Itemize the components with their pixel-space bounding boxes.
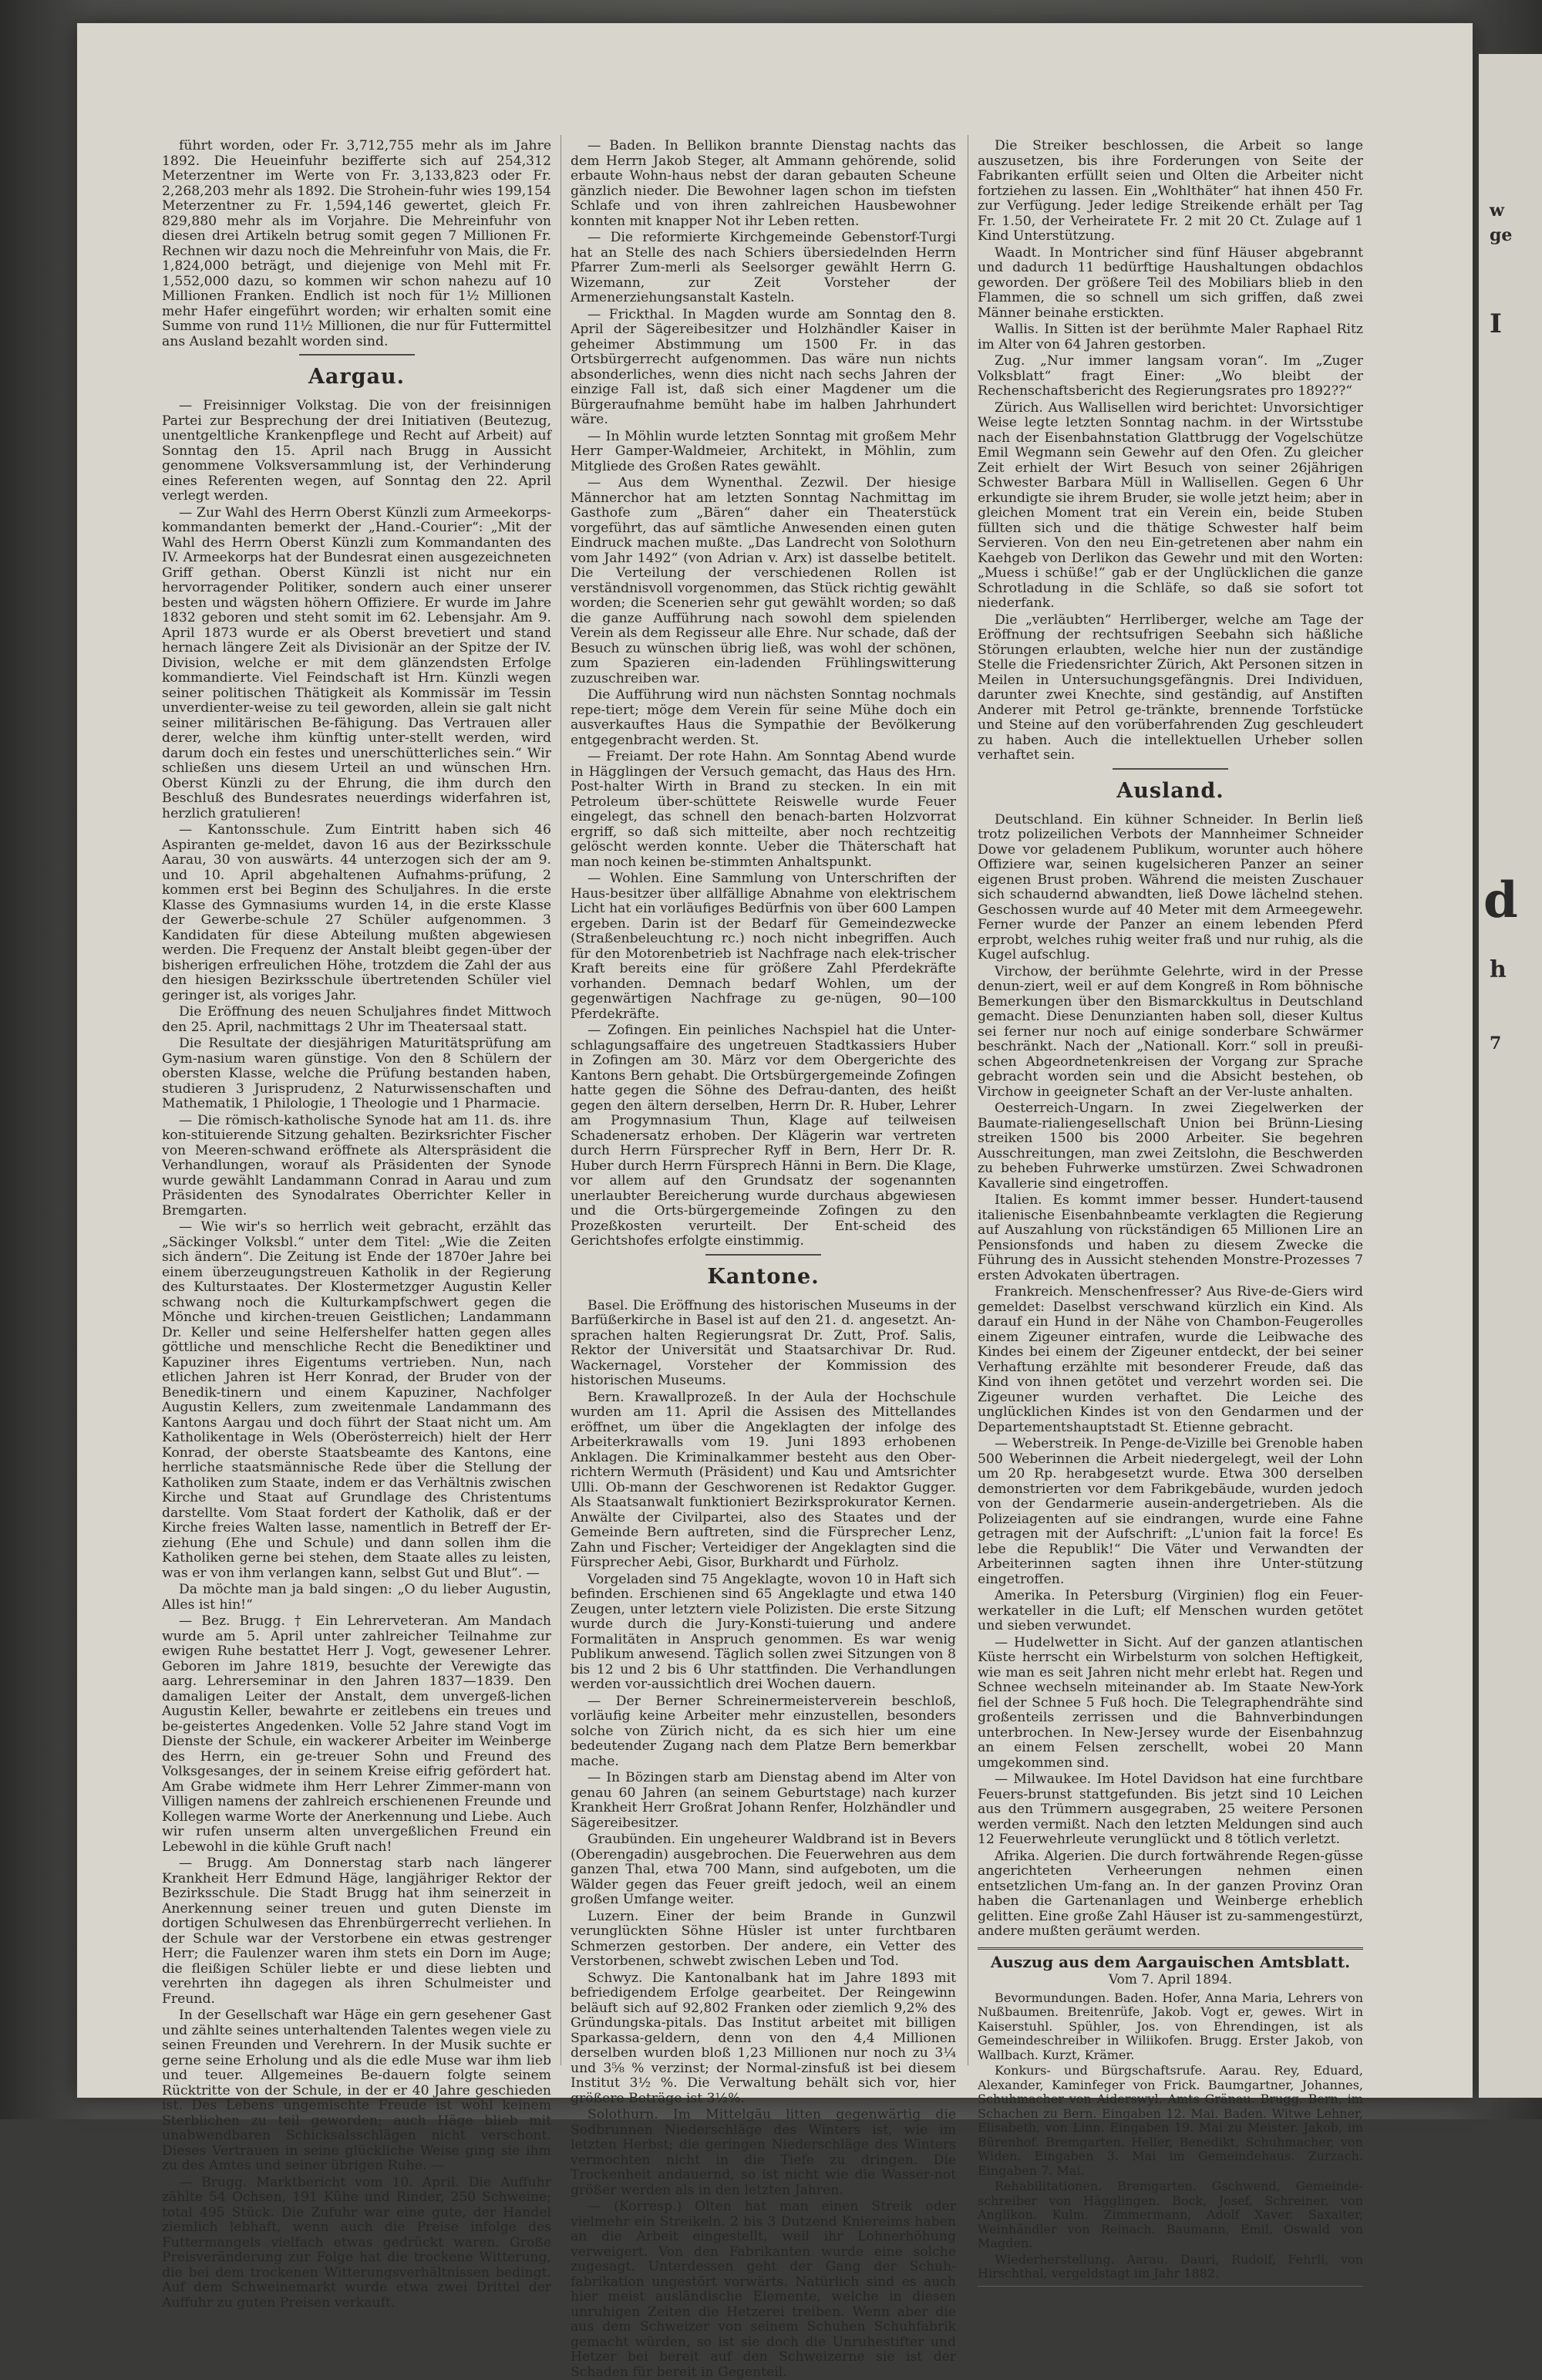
article-paragraph: Die Aufführung wird nun nächsten Sonntag nochmals repe-tiert; möge dem Verein für seine Mühe doch ein ausverkauftes Haus die Sympathie der Bevölkerung entgegenbracht werden. St. xyxy=(571,687,956,748)
article-paragraph: — Zofingen. Ein peinliches Nachspiel hat die Unter-schlagungsaffaire des ungetreuen Stadtkassiers Huber in Zofingen am 30. März vor dem Obergerichte des Kantons Bern gehabt. Die Ortsbürgergemeinde Zofingen hatte gegen die Söhne des Defrau-danten, des heißt gegen den ältern derselben, Herrn Dr. R. Huber, Lehrer am Progymnasium Thun, Klage auf teilweisen Schadenersatz erhoben. Der Klägerin war vertreten durch Herrn Fürsprecher Ryff in Bern, Herr Dr. R. Huber durch Herrn Fürsprech Hänni in Bern. Die Klage, vor allem auf den Grundsatz der sogenannten unerlaubter Bereicherung wurde durchaus abgewiesen und die Orts-bürgergemeinde Zofingen zu den Prozeßkosten verurteilt. Der Ent-scheid des Gerichtshofes erfolgte einstimmig. xyxy=(571,1023,956,1249)
article-paragraph: — Wie wir's so herrlich weit gebracht, erzählt das „Säckinger Volksbl.“ unter dem Titel: „Wie die Zeiten sich ändern“. Die Zeitung ist Ende der 1870er Jahre bei einem überzeugungstreuen Katholik in der Regierung des Kulturstaates. Der Klostermetzger Augustin Keller schwang noch die Kulturkampfschwert gegen die Mönche und kirchen-treuen Geistlichen; Landammann Dr. Keller und seine Helfershelfer hatten gegen alles göttliche und menschliche Recht die Benediktiner und Kapuziner ihres Eigentums vertrieben. Nun, nach etlichen Jahren ist Herr Konrad, der Bruder von der Benedik-tinern und einem Kapuziner, Nachfolger Augustin Kellers, zum zweitenmale Landammann des Kantons Aargau und doch führt der Staat nicht um. Am Katholikentage in Wels (Oberösterreich) hielt der Herr Konrad, der oberste Staatsbeamte des Kantons, eine herrliche staatsmännische Rede über die Stellung der Katholiken zum Staate, indem er das Verhältnis zwischen Kirche und Staat auf Grundlage des Christentums darstellte. Vom Staat fordert der Katholik, daß er der Kirche freies Walten lasse, namentlich in Betreff der Er-ziehung (Ehe und Schule) und dann sollen ihm die Katholiken gerne bei stehen, dem Staate alles zu leisten, was er von ihm verlangen kann, selbst Gut und Blut“. — xyxy=(162,1219,551,1581)
article-paragraph: Wallis. In Sitten ist der berühmte Maler Raphael Ritz im Alter von 64 Jahren gestorben. xyxy=(978,322,1363,352)
article-paragraph: — Aus dem Wynenthal. Zezwil. Der hiesige Männerchor hat am letzten Sonntag Nachmittag im Gasthofe zum „Bären“ daher ein Theaterstück vorgeführt, das auf sämtliche Anwesenden einen guten Eindruck machen mußte. „Das Landrecht von Solothurn vom Jahr 1492“ (von Adrian v. Arx) ist dasselbe betitelt. Die Verteilung der verschiedenen Rollen ist verständnisvoll vorgenommen, das Stück richtig gewählt worden; die Scenerien sehr gut gewählt worden; so daß die ganze Aufführung nach sowohl dem spielenden Verein als dem Regisseur alle Ehre. Nur schade, daß der Besuch zu wünschen übrig ließ, was wohl der schönen, zum Spazieren ein-ladenden Frühlingswitterung zuzuschreiben war. xyxy=(571,475,956,686)
article-paragraph: Afrika. Algerien. Die durch fortwährende Regen-güsse angerichteten Verheerungen nehmen einen entsetzlichen Um-fang an. In der ganzen Provinz Oran haben die Gartenanlagen und Weinberge erheblich gelitten. Eine große Zahl Häuser ist zu-sammengestürzt, andere mußten geräumt werden. xyxy=(978,1848,1363,1939)
article-paragraph: Vorgeladen sind 75 Angeklagte, wovon 10 in Haft sich befinden. Erschienen sind 65 Angeklagte und etwa 140 Zeugen, unter letztern viele Polizisten. Die erste Sitzung wurde durch die Jury-Konsti-tuierung und andere Formalitäten in Anspruch genommen. Es war wenig Publikum anwesend. Täglich sollen zwei Sitzungen von 8 bis 12 und 2 bis 6 Uhr stattfinden. Die Verhandlungen werden vor-aussichtlich drei Wochen dauern. xyxy=(571,1571,956,1692)
article-paragraph: Deutschland. Ein kühner Schneider. In Berlin ließ trotz polizeilichen Verbots der Mannheimer Schneider Dowe vor geladenem Publikum, worunter auch höhere Offiziere war, seinen kugelsicheren Panzer an seiner eigenen Brust proben. Während die meisten Zuschauer sich schaudernd abwandten, ließ Dowe lächelnd stehen. Geschossen wurde auf 40 Meter mit dem Armeegewehr. Ferner wurde der Panzer an einem lebenden Pferd erprobt, welches ruhig weiter fraß und nur ruhig, als die Kugel aufschlug. xyxy=(978,811,1363,962)
article-paragraph: — In Bözingen starb am Dienstag abend im Alter von genau 60 Jahren (an seinem Geburtstage) nach kurzer Krankheit Herr Großrat Johann Renfer, Holzhändler und Sägereibesitzer. xyxy=(571,1770,956,1831)
article-paragraph: Solothurn. Im Mittelgäu litten gegenwärtig die Sodbrunnen Niederschläge des Winters ist, wie im letzten Herbst; die geringen Niederschläge des Winters vermochten nicht in die Tiefe zu dringen. Die Trockenheit andauernd, so ist nicht wie die Wasser-not größer werden als in den letzten Jahren. xyxy=(571,2107,956,2198)
article-paragraph: Zürich. Aus Wallisellen wird berichtet: Unvorsichtiger Weise legte letzten Sonntag nachm. in der Wirtsstube nach der Eisenbahnstation Glattbrugg der Vogelschütze Emil Wegmann sein Gewehr auf den Ofen. Zu gleicher Zeit erhielt der Wirt Besuch von seiner 26jährigen Schwester Barbara Müll in Wallisellen. Gegen 6 Uhr erkundigte sie ihrem Bruder, sie wolle jetzt heim; aber in gleichen Moment trat ein Verein ein, beide Stuben füllten sich und die thätige Schwester half beim Servieren. Von den neu Ein-getretenen aber nahm ein Kaehgeb von Derlikon das Gewehr und mit den Worten: „Muess i schüße!“ gab er der Unglücklichen die ganze Schrotladung in die Schläfe, so daß sie sofort tot niederfank. xyxy=(978,399,1363,611)
article-paragraph: — In Möhlin wurde letzten Sonntag mit großem Mehr Herr Gamper-Waldmeier, Architekt, in Möhlin, zum Mitgliede des Großen Rates gewählt. xyxy=(571,428,956,474)
amtsblatt-box xyxy=(978,1947,1363,2287)
edge-fragment-5: h xyxy=(1490,956,1507,983)
article-paragraph: — Kantonsschule. Zum Eintritt haben sich 46 Aspiranten ge-meldet, davon 16 aus der Bezirksschule Aarau, 30 von auswärts. 44 unterzogen sich der am 9. und 10. April abgehaltenen Aufnahms-prüfung, 2 kommen erst bei Beginn des Schuljahres. In die erste Klasse des Gymnasiums wurden 14, in die erste Klasse der Gewerbe-schule 27 Schüler aufgenommen. 3 Kandidaten für diese Abteilung mußten abgewiesen werden. Die Frequenz der Anstalt bleibt gegen-über der bisherigen erfreulichen Höhe, trotzdem die Zahl der aus den hiesigen Bezirksschule übertretenden Schüler viel geringer ist, als voriges Jahr. xyxy=(162,822,551,1003)
article-paragraph: — Frickthal. In Magden wurde am Sonntag den 8. April der Sägereibesitzer und Holzhändler Kaiser in geheimer Abstimmung um 1500 Fr. in das Ortsbürgerrecht aufgenommen. Das wäre nun nichts absonderliches, wenn dies nicht nach sechs Jahren der einzige Fall ist, daß sich einer Magdener um die Bürgeraufnahme bemüht habe im halben Jahrhundert wäre. xyxy=(571,306,956,427)
article-paragraph: — Der Berner Schreinermeisterverein beschloß, vorläufig keine Arbeiter mehr einzustellen, besonders solche von Zürich nicht, da es sich hier um eine bedeutender Zugang nach dem Platze Bern bemerkbar mache. xyxy=(571,1693,956,1769)
section-divider xyxy=(299,354,415,356)
amtsblatt-entries xyxy=(978,1991,1363,2281)
article-paragraph: führt worden, oder Fr. 3,712,755 mehr als im Jahre 1892. Die Heueinfuhr bezifferte sich auf 254,312 Meterzentner im Werte von Fr. 3,133,823 oder Fr. 2,268,203 mehr als 1892. Die Strohein-fuhr wies 199,154 Meterzentner zu Fr. 1,594,146 gewertet, gleich Fr. 829,880 mehr als im Vorjahre. Die Mehreinfuhr von diesen drei Artikeln betrug somit gegen 7 Millionen Fr. Rechnen wir dazu noch die Mehreinfuhr von Mais, die Fr. 1,824,000 beträgt, und diejenige von Mehl mit Fr. 1,552,000 dazu, so kommen wir schon nahezu auf 10 Millionen Franken. Endlich ist noch für 1½ Millionen mehr Hafer eingeführt worden; wir erhalten somit eine Summe von rund 11½ Millionen, die nur für Futtermittel ans Ausland bezahlt worden sind. xyxy=(162,138,551,349)
column-middle xyxy=(571,138,956,2380)
column-right-articles xyxy=(978,139,1363,1940)
section-heading: Ausland. xyxy=(1116,778,1224,803)
article-paragraph: Graubünden. Ein ungeheurer Waldbrand ist in Bevers (Oberengadin) ausgebrochen. Die Feuerwehren aus dem ganzen Thal, etwa 700 Mann, sind aufgeboten, um die Wälder gegen das Feuer greift jedoch, weil an einem großen Umfange weiter. xyxy=(571,1832,956,1907)
article-paragraph: Die Eröffnung des neuen Schuljahres findet Mittwoch den 25. April, nachmittags 2 Uhr im Theatersaal statt. xyxy=(162,1004,551,1035)
amtsblatt-date: Vom 7. April 1894. xyxy=(1108,1971,1233,1987)
article-paragraph: — Zur Wahl des Herrn Oberst Künzli zum Armeekorps-kommandanten bemerkt der „Hand.-Courier“: „Mit der Wahl des Herrn Oberst Künzli zum Kommandanten des IV. Armeekorps hat der Bundesrat einen ausgezeichneten Griff gethan. Oberst Künzli ist nicht nur ein hervorragender Politiker, sondern auch einer unserer besten und wägsten höhern Offiziere. Er wurde im Jahre 1832 geboren und steht somit im 62. Lebensjahr. Am 9. April 1873 wurde er als Oberst brevetiert und stand hernach längere Zeit als Divisionär an der Spitze der IV. Division, welche er mit dem glänzendsten Erfolge kommandierte. Viel Feindschaft ist Hrn. Künzli wegen seiner politischen Thätigkeit als Kommissär im Tessin unverdienter-weise zu teil geworden, allein sie galt nicht seiner militärischen Be-fähigung. Das Vertrauen aller derer, welche ihm künftig unter-stellt werden, wird darum doch ein festes und unerschütterliches sein.“ Wir schließen uns diesem Urteil an und wünschen Hrn. Oberst Künzli zu der Ehrung, die ihm durch den Beschluß des Bundesrates neuerdings widerfahren ist, herzlich gratulieren! xyxy=(162,504,551,821)
section-heading: Aargau. xyxy=(308,365,406,389)
article-paragraph: In der Gesellschaft war Häge ein gern gesehener Gast und zählte seines unterhaltenden Talentes wegen viele zu seinen Freunden und Verehrern. In der Musik suchte er gerne seine Erholung und als die edle Muse war ihm lieb und teuer. Allgemeines Be-dauern folgte seinem Rücktritte von der Schule, in der er 40 Jahre geschieden ist. Des Lebens ungemischte Freude ist wohl keinem Sterblichen zu teil geworden; auch Häge blieb mit unabwendbaren Schicksalsschlägen nicht verschont. Dieses Vertrauen in seine glückliche Weise ging sie ihm zu des Amtes und seiner übrigen Ruhe. — xyxy=(162,2007,551,2173)
edge-fragment-3: I xyxy=(1490,308,1502,339)
article-paragraph: — Milwaukee. Im Hotel Davidson hat eine furchtbare Feuers-brunst stattgefunden. Bis jetzt sind 10 Leichen aus den Trümmern ausgegraben, 25 weitere Personen werden vermißt. Nach den letzten Meldungen sind auch 12 Feuerwehrleute verunglückt und 8 tötlich verletzt. xyxy=(978,1772,1363,1847)
article-paragraph: Basel. Die Eröffnung des historischen Museums in der Barfüßerkirche in Basel ist auf den 21. d. angesetzt. An-sprachen halten Regierungsrat Dr. Zutt, Prof. Salis, Rektor der Universität und Staatsarchivar Dr. Rud. Wackernagel, Vorsteher der Kommission des historischen Museums. xyxy=(571,1297,956,1388)
article-paragraph: — Brugg. Am Donnerstag starb nach längerer Krankheit Herr Edmund Häge, langjähriger Rektor der Bezirksschule. Die Stadt Brugg hat ihm seinerzeit in Anerkennung seiner treuen und guten Dienste im dortigen Schulwesen das Ehrenbürgerrecht verliehen. In der Schule war der Verstorbene ein etwas gestrenger Herr; die Faulenzer waren ihm stets ein Dorn im Auge; die fleißigen Schüler liebte er und diese liebten und verehrten ihn dagegen als ihren Schulmeister und Freund. xyxy=(162,1856,551,2007)
article-paragraph: — Weberstreik. In Penge-de-Vizille bei Grenoble haben 500 Weberinnen die Arbeit niedergelegt, weil der Lohn um 20 Rp. herabgesetzt wurde. Etwa 300 derselben demonstrierten vor dem Fabrikgebäude, wurden jedoch von der Gendarmerie ausein-andergetrieben. Als die Polizeiagenten auf sie eindrangen, wurde eine Fahne getragen mit der Aufschrift: „L'union fait la force! Es lebe die Republik!“ Die Väter und Verwandten der Arbeiterinnen sagten ihnen ihre Unter-stützung eingetroffen. xyxy=(978,1436,1363,1587)
amtsblatt-entry: Bevormundungen. Baden. Hofer, Anna Maria, Lehrers von Nußbaumen. Breitenrüfe, Jakob. Vogt er, gewes. Wirt in Kaiserstuhl. Spühler, Jos. von Ehrendingen, ist als Gemeindeschreiber in Wiliikofen. Brugg. Erster Jakob, von Wallbach. Kurzt, Krämer. xyxy=(978,1990,1363,2062)
article-paragraph: — Wohlen. Eine Sammlung von Unterschriften der Haus-besitzer über allfällige Abnahme von elektrischem Licht hat ein vorläufiges Bedürfnis von über 600 Lampen ergeben. Darin ist der Bedarf für Gemeindezwecke (Straßenbeleuchtung rc.) noch nicht inbegriffen. Auch für den Motorenbetrieb ist Nachfrage nach elek-trischer Kraft bereits eine für größere Zahl Pferdekräfte vorhanden. Demnach bedarf Wohlen, um der gegenwärtigen Nachfrage zu ge-nügen, 90—100 Pferdekräfte. xyxy=(571,871,956,1022)
edge-fragment-1: w xyxy=(1490,201,1504,221)
adjacent-page-edge xyxy=(1479,54,1542,2098)
article-paragraph: Luzern. Einer der beim Brande in Gunzwil verunglückten Söhne Hüsler ist unter furchtbaren Schmerzen gestorben. Der andere, ein Vetter des Verstorbenen, schwebt zwischen Leben und Tod. xyxy=(571,1908,956,1969)
amtsblatt-title: Auszug aus dem Aargauischen Amtsblatt. xyxy=(990,1952,1351,1971)
article-paragraph: Bern. Krawallprozeß. In der Aula der Hochschule wurden am 11. April die Assisen des Mittellandes eröffnet, um über die Angeklagten der infolge des Arbeiterkrawalls vom 19. Juni 1893 erhobenen Anklagen. Die Kriminalkammer besteht aus den Ober-richtern Wermuth (Präsident) und Kau und Amtsrichter Ulli. Ob-mann der Geschworenen ist Redaktor Gugger. Als Staatsanwalt funktioniert Bezirksprokurator Kernen. Anwälte der Civilpartei, also des Staates und der Gemeinde Bern auftreten, sind die Fürsprecher Lenz, Zahn und Fischer; Verteidiger der Angeklagten sind die Fürsprecher Aebi, Gisor, Burkhardt und Fürholz. xyxy=(571,1389,956,1570)
article-paragraph: Zug. „Nur immer langsam voran“. Im „Zuger Volksblatt“ fragt Einer: „Wo bleibt der Rechenschaftsbericht des Regierungsrates pro 1892??“ xyxy=(978,353,1363,399)
column-left xyxy=(162,138,551,2311)
article-paragraph: Schwyz. Die Kantonalbank hat im Jahre 1893 mit befriedigendem Erfolge gearbeitet. Der Reingewinn beläuft sich auf 92,802 Franken oder ziemlich 9,2% des Gründungska-pitals. Das Institut arbeitet mit billigen Sparkassa-geldern, denn von den 4,4 Millionen derselben wurden bloß 1,23 Millionen nur noch zu 3¼ und 3⅝ % verzinst; der Normal-zinsfuß ist bei diesem Institut 3½ %. Die Verwaltung behält sich vor, hier größere Beträge ist 3½%. xyxy=(571,1970,956,2106)
article-paragraph: — Die reformierte Kirchgemeinde Gebenstorf-Turgi hat an Stelle des nach Schiers übersiedelnden Herrn Pfarrer Zum-merli als Seelsorger gewählt Herrn G. Wizemann, zur Zeit Vorsteher der Armenerziehungsanstalt Kasteln. xyxy=(571,230,956,305)
article-paragraph: — Baden. In Bellikon brannte Dienstag nachts das dem Herrn Jakob Steger, alt Ammann gehörende, solid erbaute Wohn-haus nebst der daran gebauten Scheune gänzlich nieder. Die Bewohner lagen schon im tiefsten Schlafe und von ihren zahlreichen Hausbewohner konnten mit knapper Not ihr Leben retten. xyxy=(571,138,956,229)
article-paragraph: Frankreich. Menschenfresser? Aus Rive-de-Giers wird gemeldet: Daselbst verschwand kürzlich ein Kind. Als darauf ein Hund in der Nähe von Chambon-Feugerolles einem Zigeuner eintrafen, wurde die Leibwache des Kindes bei einem der Zigeuner entdeckt, der bei seiner Verhaftung erzählte mit besonderer Freude, daß das Kind von ihnen getötet und verzehrt worden sei. Die Zigeuner wurden verhaftet. Die Leiche des unglücklichen Kindes ist von den Gendarmen und der Departementshauptstadt St. Etienne gebracht. xyxy=(978,1284,1363,1435)
column-right xyxy=(978,138,1363,2281)
section-heading: Kantone. xyxy=(707,1264,820,1289)
amtsblatt-entry: Konkurs- und Bürgschaftsrufe. Aarau. Rey, Eduard, Alexander, Kaminfeger von Frick. Baumgartner, Johannes, Schuhmacher von Aiderswyl. Amts Gränau. Brugg. Bern, im Schachen zu Bern. Eingaben 12. Mai. Baden. Witwe Lehner, Elisabeth, von Linn. Eingaben 19. Mai zu Meister. Jakob, im Bürenhof. Bremgarten. Heller, Benedikt, Schuhmacher, von Widen. Eingaben 3. Mai im Gemeindehaus. Zurzach. Eingaben 7. Mai. xyxy=(978,2063,1363,2178)
article-paragraph: Da möchte man ja bald singen: „O du lieber Augustin, Alles ist hin!“ xyxy=(162,1582,551,1613)
article-paragraph: Italien. Es kommt immer besser. Hundert-tausend italienische Eisenbahnbeamte verklagten die Regierung auf Auszahlung von rückständigen 65 Millionen Lire an Pensionsfonds und haben zu diesem Zwecke die Führung des in Aussicht stehenden Monstre-Prozesses 7 ersten Advokaten übertragen. xyxy=(978,1192,1363,1283)
edge-fragment-6: 7 xyxy=(1490,1033,1502,1053)
amtsblatt-entry: Wiederherstellung. Aarau. Dauri, Rudolf, Fehrli, von Hirschthal, vergeldstagt im Jahr 1882. xyxy=(978,2251,1363,2281)
article-paragraph: Oesterreich-Ungarn. In zwei Ziegelwerken der Baumate-rialiengesellschaft Union bei Brünn-Liesing streiken 1500 bis 2000 Arbeiter. Sie begehren Ausschreitungen, man zwei Zeitslohn, die Beschwerden zu beheben Fuhrwerke umstürzen. Zwei Schwadronen Kavallerie sind eingetroffen. xyxy=(978,1101,1363,1192)
section-divider xyxy=(1113,768,1228,770)
article-paragraph: — Bez. Brugg. † Ein Lehrerveteran. Am Mandach wurde am 5. April unter zahlreicher Teilnahme zur ewigen Ruhe bestattet Herr J. Vogt, gewesener Lehrer. Geboren im Jahre 1819, besuchte der Verewigte das aarg. Lehrerseminar in den Jahren 1837—1839. Den damaligen Leiter der Anstalt, dem unvergeß-lichen Augustin Keller, bewahrte er zeitlebens ein treues und be-geistertes Angedenken. Volle 52 Jahre stand Vogt im Dienste der Schule, ein wackerer Arbeiter im Weinberge des Herrn, ein ge-treuer Sohn und Freund des Volksgesanges, der in seinem Kreise eifrig gefördert hat. Am Grabe widmete ihm Herr Lehrer Zimmer-mann von Villigen namens der zahlreich erschienenen Freunde und Kollegen warme Worte der Anerkennung und Liebe. Auch wir rufen unserm alten unvergeßlichen Freund ein Lebewohl in die kühle Gruft nach! xyxy=(162,1613,551,1855)
article-paragraph: Virchow, der berühmte Gelehrte, wird in der Presse denun-ziert, weil er auf dem Kongreß in Rom böhnische Bemerkungen über den Bismarckkultus in Deutschland gemacht. Diese Denunzianten haben soll, dieser Kultus sei ferner nur noch auf einige sonderbare Schwärmer beschränkt. Nach der „Nationall. Korr.“ soll in preußi-schen Abgeordnetenkreisen der Vorgang zur Sprache gebracht worden sein und die Absicht bestehen, ob Virchow in geeigneter Schaft an der Ver-luste anhalten. xyxy=(978,963,1363,1100)
edge-fragment-2: ge xyxy=(1490,225,1513,245)
article-paragraph: — Freisinniger Volkstag. Die von der freisinnigen Partei zur Besprechung der drei Initiativen (Beutezug, unentgeltliche Krankenpflege und Recht auf Arbeit) auf Sonntag den 15. April nach Brugg in Aussicht genommene Volksversammlung ist, der Verhinderung eines Referenten wegen, auf Sonntag den 22. April verlegt werden. xyxy=(162,398,551,504)
article-paragraph: Die Streiker beschlossen, die Arbeit so lange auszusetzen, bis ihre Forderungen von Seite der Fabrikanten erfüllt seien und Olten die Arbeiter nicht fortziehen zu lassen. Ein „Wohlthäter“ hat ihnen 450 Fr. zur Verfügung. Jeder ledige Streikende erhält per Tag Fr. 1.50, der Verheiratete Fr. 2 mit 20 Ct. Zulage auf 1 Kind Unterstützung. xyxy=(978,138,1363,244)
article-paragraph: Die „verläubten“ Herrliberger, welche am Tage der Eröffnung der rechtsufrigen Seebahn sich häßliche Störungen erlaubten, welche hier nun der zuständige Stelle die Friedensrichter Zürich, Akt Personen sitzen in Meilen in Untersuchungsgefängnis. Drei Individuen, darunter zwei Knechte, sind geständig, auf Anstiften Anderer mit Petrol ge-tränkte, brennende Torfstücke und Steine auf den vorüberfahrenden Zug geschleudert zu haben. Auch die intellektuellen Urheber sollen verhaftet sein. xyxy=(978,612,1363,763)
edge-fragment-4: d xyxy=(1483,871,1518,929)
article-paragraph: Amerika. In Petersburg (Virginien) flog ein Feuer-werkateller in die Luft; elf Menschen wurden getötet und sieben verwundet. xyxy=(978,1588,1363,1633)
article-paragraph: — Brugg. Marktbericht vom 10. April. Die Auffuhr zählte 54 Ochsen, 191 Kühe und Rinder, 250 Schweine; total 495 Stück. Die Zufuhr war eine gute, der Handel ziemlich lebhaft, wenn auch die Preise infolge des Futtermangels vielfach etwas gedrückt waren. Große Preisveränderung zur Folge hat die trockene Witterung, die bei dem trockenen Witterungsverhältnissen bedingt. Auf dem Schweinemarkt wurde etwa zwei Drittel der Auffuhr zu guten Preisen verkauft. xyxy=(162,2174,551,2311)
article-paragraph: — Freiamt. Der rote Hahn. Am Sonntag Abend wurde in Hägglingen der Versuch gemacht, das Haus des Hrn. Post-halter Wirth in Brand zu stecken. In ein mit Petroleum über-schüttete Reiswelle wurde Feuer eingelegt, das schnell den benach-barten Holzvorrat ergriff, so daß sich mitteilte, aber noch rechtzeitig gelöscht werden konnte. Ueber die Thäterschaft hat man noch keinen be-stimmten Anhaltspunkt. xyxy=(571,749,956,870)
article-paragraph: — Die römisch-katholische Synode hat am 11. ds. ihre kon-stituierende Sitzung gehalten. Bezirksrichter Fischer von Meeren-schwand eröffnete als Alterspräsident die Verhandlungen, worauf als Präsidenten der Synode wurde gewählt Landammann Conrad in Aarau und zum Präsidenten des Synodalrates Oberrichter Keller in Bremgarten. xyxy=(162,1112,551,1219)
section-divider xyxy=(705,1254,821,1256)
article-paragraph: Die Resultate der diesjährigen Maturitätsprüfung am Gym-nasium waren günstige. Von den 8 Schülern der obersten Klasse, welche die Prüfung bestanden haben, studieren 3 Jurisprudenz, 2 Naturwissenschaften und Mathematik, 1 Philologie, 1 Theologie und 1 Pharmacie. xyxy=(162,1036,551,1111)
amtsblatt-entry: Rehabilitationen. Bremgarten. Gschwend, Gemeinde-schreiber von Hägglingen. Bock, Josef, Schreiner, von Anglikon. Kulm. Zimmermann, Adolf Xaver. Saxaiter, Weinhändler von Reinach. Baumann, Emil, Oswald von Magden. xyxy=(978,2179,1363,2250)
article-paragraph: — Hudelwetter in Sicht. Auf der ganzen atlantischen Küste herrscht ein Wirbelsturm von solchen Heftigkeit, wie man es seit Jahren nicht mehr erlebt hat. Regen und Schnee wechseln miteinander ab. Im Staate New-York fiel der Schnee 5 Fuß hoch. Die Telegraphendrähte sind großenteils zerrissen und die Bahnverbindungen unterbrochen. In New-Jersey wurde der Eisenbahnzug an einem Felsen zerschellt, wobei 20 Mann umgekommen sind. xyxy=(978,1634,1363,1771)
article-paragraph: — (Korresp.) Olten hat man einen Streik oder vielmehr ein Streikeln. 2 bis 3 Dutzend Kniereims haben an die Arbeit eingestellt, weil ihr Lohnerhöhung verweigert. Von den Fabrikanten wurde eine solche zugesagt. Unterdessen geht der Gang der Schuh-fabrikation ungestört vorwärts. Natürlich sind es auch hier meist ausländische Elemente, welche in diesen unruhigen Zeiten die Hetzerei treiben. Wenn aber die aus dem Schweizer von seinem Schuhen Schuhfabrik gemacht würden, so ist sie doch die Unruhestifter und Hetzer bei bereit auf den Schweizerne sie ist der Schaden für bereit in Gegenteil. xyxy=(571,2199,956,2380)
article-paragraph: Waadt. In Montricher sind fünf Häuser abgebrannt und dadurch 11 bedürftige Haushaltungen obdachlos geworden. Der größere Teil des Mobiliars blieb in den Flammen, die so schnell um sich griffen, daß zwei Männer beinahe erstickten. xyxy=(978,244,1363,321)
